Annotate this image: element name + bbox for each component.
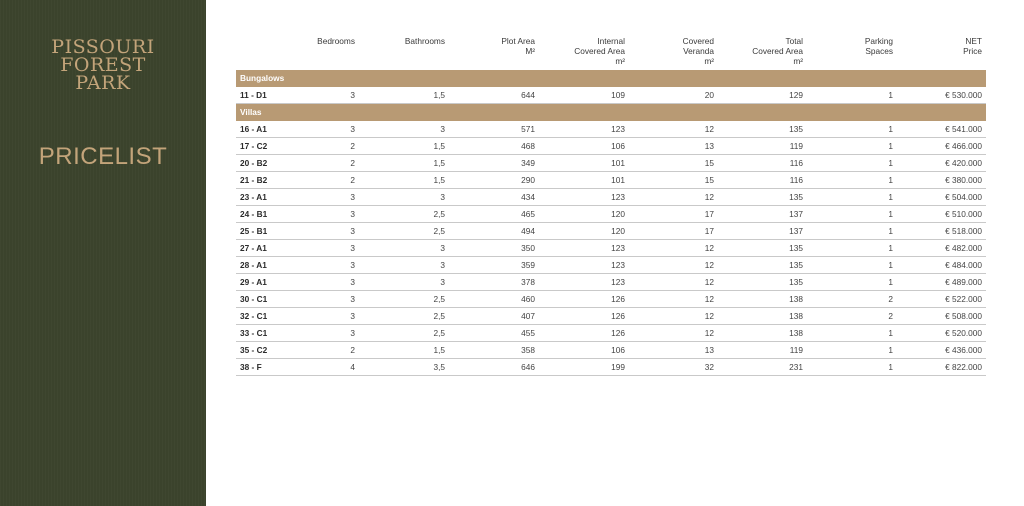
table-cell: 126 xyxy=(611,328,625,338)
brand-logo xyxy=(0,38,206,92)
table-cell: 1,5 xyxy=(433,345,445,355)
table-cell: 13 xyxy=(704,345,714,355)
table-cell: 123 xyxy=(611,192,625,202)
table-cell: 2 xyxy=(888,294,893,304)
table-cell: 123 xyxy=(611,260,625,270)
table-cell: 119 xyxy=(789,141,803,151)
table-cell: 494 xyxy=(521,226,535,236)
table-cell: 106 xyxy=(611,141,625,151)
table-cell: 109 xyxy=(611,90,625,100)
table-cell: 231 xyxy=(789,362,803,372)
table-row xyxy=(236,172,986,189)
table-cell: € 530.000 xyxy=(945,90,982,100)
table-cell: 3 xyxy=(350,90,355,100)
table-cell: 135 xyxy=(789,277,803,287)
table-cell: 2,5 xyxy=(433,311,445,321)
table-cell: 3 xyxy=(440,260,445,270)
table-cell: 20 xyxy=(704,90,714,100)
table-row xyxy=(236,291,986,308)
table-cell: 290 xyxy=(521,175,535,185)
table-row xyxy=(236,325,986,342)
column-header: NET Price xyxy=(963,36,982,56)
table-cell: 2,5 xyxy=(433,294,445,304)
table-cell: 2 xyxy=(350,141,355,151)
table-cell: 137 xyxy=(789,209,803,219)
table-cell: 12 xyxy=(704,124,714,134)
unit-name: 23 - A1 xyxy=(240,192,267,202)
unit-name: 38 - F xyxy=(240,362,262,372)
table-row xyxy=(236,359,986,376)
table-row xyxy=(236,308,986,325)
table-cell: 350 xyxy=(521,243,535,253)
table-cell: 1 xyxy=(888,226,893,236)
unit-name: 28 - A1 xyxy=(240,260,267,270)
table-cell: 644 xyxy=(521,90,535,100)
table-cell: 135 xyxy=(789,260,803,270)
unit-name: 29 - A1 xyxy=(240,277,267,287)
table-cell: 407 xyxy=(521,311,535,321)
unit-name: 30 - C1 xyxy=(240,294,268,304)
table-cell: € 489.000 xyxy=(945,277,982,287)
unit-name: 33 - C1 xyxy=(240,328,268,338)
logo-line-1: PISSOURI xyxy=(51,36,155,58)
table-cell: 2 xyxy=(350,175,355,185)
table-cell: € 504.000 xyxy=(945,192,982,202)
section-header: Bungalows xyxy=(236,70,986,87)
column-header: Bedrooms xyxy=(317,36,355,46)
column-header: Internal Covered Area m² xyxy=(574,36,625,66)
table-row xyxy=(236,189,986,206)
table-cell: 349 xyxy=(521,158,535,168)
unit-name: 21 - B2 xyxy=(240,175,268,185)
table-cell: 120 xyxy=(611,226,625,236)
table-row xyxy=(236,121,986,138)
table-cell: 1,5 xyxy=(433,90,445,100)
table-cell: 3 xyxy=(440,243,445,253)
table-cell: 116 xyxy=(789,158,803,168)
table-cell: 15 xyxy=(704,175,714,185)
column-header: Bathrooms xyxy=(404,36,445,46)
logo-line-2: FOREST xyxy=(60,54,146,76)
table-cell: 358 xyxy=(521,345,535,355)
table-cell: 1 xyxy=(888,260,893,270)
table-cell: 646 xyxy=(521,362,535,372)
table-cell: 455 xyxy=(521,328,535,338)
table-cell: 106 xyxy=(611,345,625,355)
table-cell: 135 xyxy=(789,124,803,134)
table-cell: 32 xyxy=(704,362,714,372)
table-header xyxy=(236,36,986,70)
table-cell: 571 xyxy=(521,124,535,134)
table-cell: 12 xyxy=(704,260,714,270)
table-row xyxy=(236,274,986,291)
table-cell: € 380.000 xyxy=(945,175,982,185)
table-cell: 126 xyxy=(611,311,625,321)
table-cell: 460 xyxy=(521,294,535,304)
table-cell: € 822.000 xyxy=(945,362,982,372)
table-cell: 101 xyxy=(611,158,625,168)
table-cell: 1 xyxy=(888,277,893,287)
table-row xyxy=(236,155,986,172)
table-cell: € 420.000 xyxy=(945,158,982,168)
table-cell: 126 xyxy=(611,294,625,304)
table-cell: 138 xyxy=(789,311,803,321)
unit-name: 35 - C2 xyxy=(240,345,268,355)
table-cell: 135 xyxy=(789,243,803,253)
table-cell: 359 xyxy=(521,260,535,270)
table-cell: 378 xyxy=(521,277,535,287)
table-row xyxy=(236,342,986,359)
table-cell: 101 xyxy=(611,175,625,185)
table-cell: € 482.000 xyxy=(945,243,982,253)
table-cell: 1 xyxy=(888,141,893,151)
table-cell: 3 xyxy=(350,192,355,202)
table-cell: € 466.000 xyxy=(945,141,982,151)
unit-name: 32 - C1 xyxy=(240,311,268,321)
table-cell: 3 xyxy=(350,277,355,287)
table-cell: 12 xyxy=(704,192,714,202)
table-cell: 1 xyxy=(888,328,893,338)
table-cell: 1 xyxy=(888,90,893,100)
table-cell: 2,5 xyxy=(433,209,445,219)
table-cell: 123 xyxy=(611,124,625,134)
table-cell: 1 xyxy=(888,192,893,202)
table-cell: 4 xyxy=(350,362,355,372)
unit-name: 16 - A1 xyxy=(240,124,267,134)
table-row xyxy=(236,223,986,240)
table-cell: € 541.000 xyxy=(945,124,982,134)
column-header: Total Covered Area m² xyxy=(752,36,803,66)
table-row xyxy=(236,257,986,274)
table-cell: 2,5 xyxy=(433,328,445,338)
table-cell: 1 xyxy=(888,175,893,185)
unit-name: 24 - B1 xyxy=(240,209,268,219)
table-cell: 135 xyxy=(789,192,803,202)
table-cell: 3 xyxy=(440,124,445,134)
table-cell: 3 xyxy=(350,209,355,219)
table-cell: 1 xyxy=(888,209,893,219)
table-cell: 199 xyxy=(611,362,625,372)
table-cell: 3 xyxy=(350,311,355,321)
unit-name: 25 - B1 xyxy=(240,226,268,236)
table-cell: € 522.000 xyxy=(945,294,982,304)
page-title: PRICELIST xyxy=(38,143,168,170)
table-cell: 15 xyxy=(704,158,714,168)
table-cell: 1 xyxy=(888,362,893,372)
table-cell: 1 xyxy=(888,345,893,355)
column-header: Plot Area M² xyxy=(501,36,535,56)
table-cell: 129 xyxy=(789,90,803,100)
table-cell: € 484.000 xyxy=(945,260,982,270)
table-cell: 465 xyxy=(521,209,535,219)
table-cell: 120 xyxy=(611,209,625,219)
table-cell: 3 xyxy=(440,192,445,202)
column-header: Parking Spaces xyxy=(864,36,893,56)
table-body xyxy=(236,70,986,376)
table-cell: 468 xyxy=(521,141,535,151)
logo-line-3: PARK xyxy=(75,72,131,94)
table-cell: 123 xyxy=(611,277,625,287)
table-cell: 3 xyxy=(350,124,355,134)
table-cell: 3,5 xyxy=(433,362,445,372)
unit-name: 11 - D1 xyxy=(240,90,267,100)
table-row xyxy=(236,138,986,155)
table-cell: 3 xyxy=(350,226,355,236)
table-cell: € 508.000 xyxy=(945,311,982,321)
table-cell: 434 xyxy=(521,192,535,202)
table-cell: 12 xyxy=(704,243,714,253)
table-cell: 1,5 xyxy=(433,141,445,151)
table-row xyxy=(236,206,986,223)
table-cell: 137 xyxy=(789,226,803,236)
unit-name: 17 - C2 xyxy=(240,141,268,151)
table-cell: 12 xyxy=(704,311,714,321)
table-cell: 116 xyxy=(789,175,803,185)
table-row xyxy=(236,240,986,257)
table-cell: € 518.000 xyxy=(945,226,982,236)
table-cell: 1 xyxy=(888,243,893,253)
table-cell: 12 xyxy=(704,328,714,338)
table-cell: 2 xyxy=(350,345,355,355)
table-cell: 13 xyxy=(704,141,714,151)
table-cell: 119 xyxy=(789,345,803,355)
table-cell: € 436.000 xyxy=(945,345,982,355)
table-cell: 1,5 xyxy=(433,158,445,168)
table-cell: € 510.000 xyxy=(945,209,982,219)
table-cell: 2 xyxy=(350,158,355,168)
table-cell: 1 xyxy=(888,158,893,168)
table-cell: € 520.000 xyxy=(945,328,982,338)
table-cell: 3 xyxy=(350,294,355,304)
table-cell: 1 xyxy=(888,124,893,134)
table-cell: 2,5 xyxy=(433,226,445,236)
table-cell: 123 xyxy=(611,243,625,253)
price-table xyxy=(236,36,986,376)
table-cell: 1,5 xyxy=(433,175,445,185)
table-cell: 2 xyxy=(888,311,893,321)
column-header: Covered Veranda m² xyxy=(682,36,714,66)
table-row xyxy=(236,87,986,104)
table-cell: 17 xyxy=(704,209,714,219)
table-cell: 3 xyxy=(350,328,355,338)
sidebar xyxy=(0,0,206,506)
table-cell: 17 xyxy=(704,226,714,236)
table-cell: 138 xyxy=(789,294,803,304)
unit-name: 27 - A1 xyxy=(240,243,267,253)
table-cell: 12 xyxy=(704,277,714,287)
table-cell: 12 xyxy=(704,294,714,304)
table-cell: 3 xyxy=(440,277,445,287)
table-cell: 3 xyxy=(350,243,355,253)
section-header: Villas xyxy=(236,104,986,121)
table-cell: 138 xyxy=(789,328,803,338)
unit-name: 20 - B2 xyxy=(240,158,268,168)
table-cell: 3 xyxy=(350,260,355,270)
